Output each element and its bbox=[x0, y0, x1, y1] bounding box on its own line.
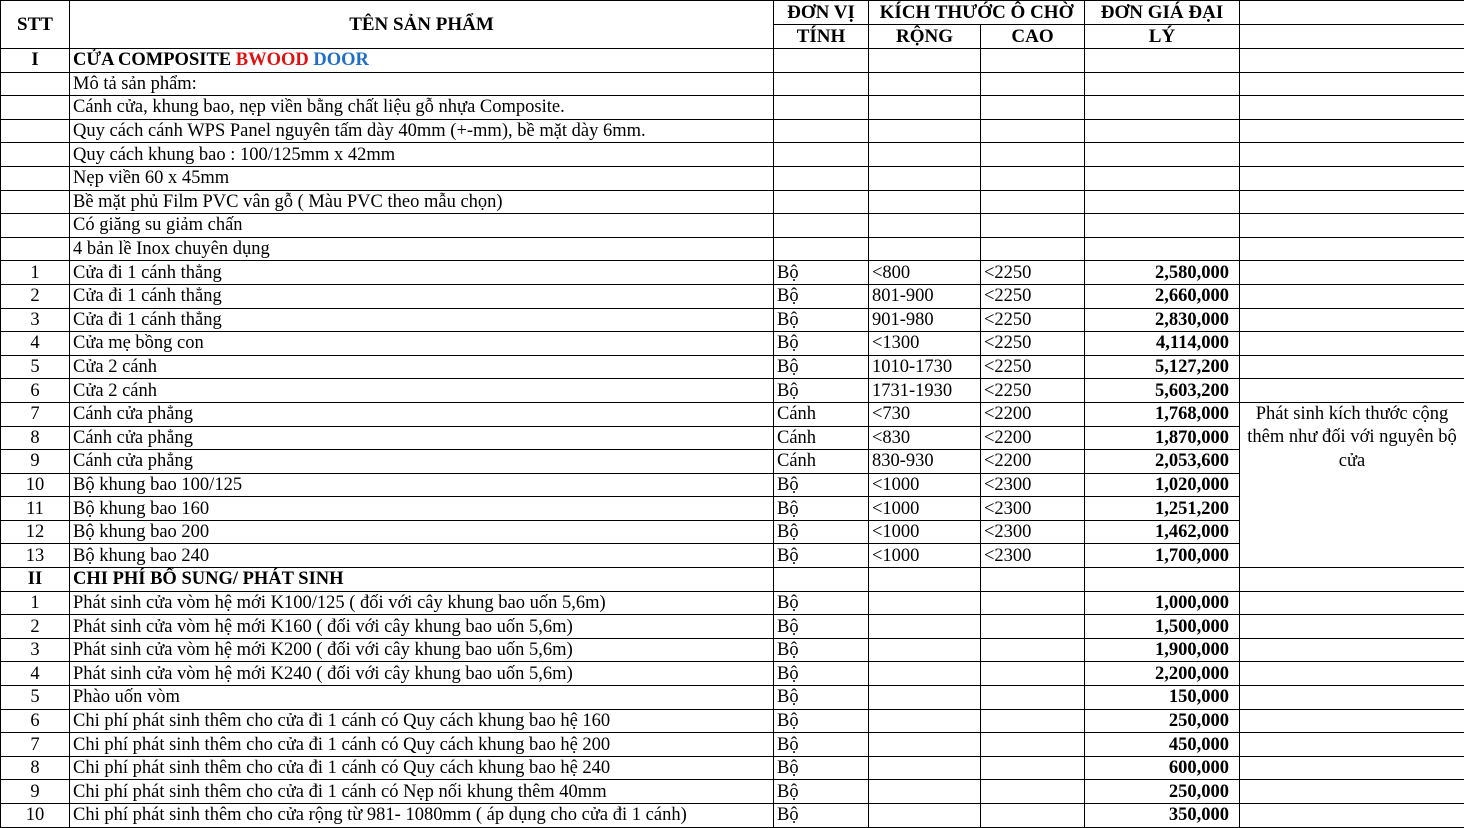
description-row bbox=[1, 143, 1464, 167]
table-row bbox=[1, 638, 1464, 662]
section1-title-brand-red: BWOOD bbox=[235, 50, 309, 71]
row-unit: Bộ bbox=[774, 308, 869, 332]
row-stt: 13 bbox=[1, 544, 70, 568]
row-height bbox=[981, 756, 1085, 780]
section2-title: CHI PHÍ BỔ SUNG/ PHÁT SINH bbox=[70, 568, 774, 592]
row-product-name: Chi phí phát sinh thêm cho cửa đi 1 cánh có Nẹp nối khung thêm 40mm bbox=[70, 780, 774, 804]
empty-cell bbox=[1240, 72, 1464, 96]
row-stt: 4 bbox=[1, 332, 70, 356]
section1-title-brand-blue: DOOR bbox=[313, 50, 369, 71]
row-width: 1731-1930 bbox=[869, 379, 981, 403]
row-price: 600,000 bbox=[1085, 756, 1240, 780]
empty-cell bbox=[981, 166, 1085, 190]
row-stt: 8 bbox=[1, 426, 70, 450]
empty-cell bbox=[869, 143, 981, 167]
row-height: <2250 bbox=[981, 332, 1085, 356]
row-height bbox=[981, 780, 1085, 804]
row-stt: 10 bbox=[1, 804, 70, 828]
row-price: 1,768,000 bbox=[1085, 402, 1240, 426]
row-width: <800 bbox=[869, 261, 981, 285]
empty-cell bbox=[1240, 214, 1464, 238]
row-product-name: Cánh cửa phẳng bbox=[70, 450, 774, 474]
empty-cell bbox=[1, 214, 70, 238]
empty-cell bbox=[1240, 733, 1464, 757]
row-width: <1000 bbox=[869, 473, 981, 497]
row-stt: 1 bbox=[1, 591, 70, 615]
empty-cell bbox=[1240, 261, 1464, 285]
row-product-name: Cửa 2 cánh bbox=[70, 355, 774, 379]
empty-cell bbox=[981, 143, 1085, 167]
empty-cell bbox=[981, 190, 1085, 214]
empty-cell bbox=[1240, 355, 1464, 379]
empty-cell bbox=[981, 237, 1085, 261]
row-stt: 7 bbox=[1, 402, 70, 426]
table-row bbox=[1, 379, 1464, 403]
header-unit-line2: TÍNH bbox=[774, 25, 869, 49]
description-row bbox=[1, 237, 1464, 261]
description-line: 4 bản lề Inox chuyên dụng bbox=[70, 237, 774, 261]
row-unit: Bộ bbox=[774, 756, 869, 780]
empty-cell bbox=[1240, 780, 1464, 804]
table-row bbox=[1, 662, 1464, 686]
empty-cell bbox=[981, 49, 1085, 73]
row-product-name: Phát sinh cửa vòm hệ mới K240 ( đối với cây khung bao uốn 5,6m) bbox=[70, 662, 774, 686]
row-unit: Bộ bbox=[774, 379, 869, 403]
row-height: <2300 bbox=[981, 497, 1085, 521]
row-price: 450,000 bbox=[1085, 733, 1240, 757]
row-stt: 3 bbox=[1, 308, 70, 332]
row-price: 1,700,000 bbox=[1085, 544, 1240, 568]
row-height: <2200 bbox=[981, 402, 1085, 426]
row-stt: 11 bbox=[1, 497, 70, 521]
empty-cell bbox=[1085, 143, 1240, 167]
note-cell: Phát sinh kích thước cộng thêm như đối với nguyên bộ cửa bbox=[1240, 402, 1464, 567]
row-product-name: Chi phí phát sinh thêm cho cửa đi 1 cánh có Quy cách khung bao hệ 240 bbox=[70, 756, 774, 780]
row-unit: Bộ bbox=[774, 638, 869, 662]
row-unit: Bộ bbox=[774, 615, 869, 639]
table-body bbox=[1, 1, 1464, 828]
empty-cell bbox=[981, 96, 1085, 120]
row-height: <2250 bbox=[981, 284, 1085, 308]
row-product-name: Cửa đi 1 cánh thẳng bbox=[70, 284, 774, 308]
row-height bbox=[981, 686, 1085, 710]
empty-cell bbox=[1240, 709, 1464, 733]
row-stt: 6 bbox=[1, 709, 70, 733]
table-row bbox=[1, 591, 1464, 615]
empty-cell bbox=[869, 49, 981, 73]
section1-title-prefix: CỬA COMPOSITE bbox=[73, 50, 232, 71]
row-unit: Bộ bbox=[774, 662, 869, 686]
description-line: Có giăng su giảm chấn bbox=[70, 214, 774, 238]
row-height bbox=[981, 591, 1085, 615]
table-row bbox=[1, 804, 1464, 828]
row-width: <1000 bbox=[869, 544, 981, 568]
row-product-name: Cánh cửa phẳng bbox=[70, 426, 774, 450]
row-product-name: Bộ khung bao 100/125 bbox=[70, 473, 774, 497]
row-price: 1,020,000 bbox=[1085, 473, 1240, 497]
row-unit: Bộ bbox=[774, 780, 869, 804]
row-price: 150,000 bbox=[1085, 686, 1240, 710]
description-line: Mô tả sản phẩm: bbox=[70, 72, 774, 96]
empty-cell bbox=[869, 96, 981, 120]
row-unit: Bộ bbox=[774, 591, 869, 615]
empty-cell bbox=[1, 72, 70, 96]
row-width: <1300 bbox=[869, 332, 981, 356]
header-width: RỘNG bbox=[869, 25, 981, 49]
header-extra-cell bbox=[1240, 25, 1464, 49]
header-price-line1: ĐƠN GIÁ ĐẠI bbox=[1085, 1, 1240, 25]
empty-cell bbox=[1240, 237, 1464, 261]
row-height bbox=[981, 804, 1085, 828]
empty-cell bbox=[869, 568, 981, 592]
row-unit: Bộ bbox=[774, 332, 869, 356]
header-price-line2: LÝ bbox=[1085, 25, 1240, 49]
empty-cell bbox=[1240, 96, 1464, 120]
empty-cell bbox=[774, 96, 869, 120]
empty-cell bbox=[1240, 166, 1464, 190]
row-stt: 9 bbox=[1, 450, 70, 474]
table-row bbox=[1, 780, 1464, 804]
empty-cell bbox=[981, 214, 1085, 238]
row-product-name: Phát sinh cửa vòm hệ mới K200 ( đối với cây khung bao uốn 5,6m) bbox=[70, 638, 774, 662]
row-price: 4,114,000 bbox=[1085, 332, 1240, 356]
row-width: 801-900 bbox=[869, 284, 981, 308]
row-width bbox=[869, 638, 981, 662]
row-product-name: Bộ khung bao 160 bbox=[70, 497, 774, 521]
description-row bbox=[1, 190, 1464, 214]
empty-cell bbox=[1085, 72, 1240, 96]
row-height bbox=[981, 615, 1085, 639]
row-product-name: Phát sinh cửa vòm hệ mới K160 ( đối với cây khung bao uốn 5,6m) bbox=[70, 615, 774, 639]
empty-cell bbox=[1240, 284, 1464, 308]
row-width bbox=[869, 591, 981, 615]
row-width bbox=[869, 686, 981, 710]
table-row bbox=[1, 615, 1464, 639]
row-stt: 3 bbox=[1, 638, 70, 662]
row-price: 5,603,200 bbox=[1085, 379, 1240, 403]
row-stt: 8 bbox=[1, 756, 70, 780]
empty-cell bbox=[1240, 638, 1464, 662]
empty-cell bbox=[1240, 591, 1464, 615]
table-row bbox=[1, 402, 1464, 426]
row-height bbox=[981, 709, 1085, 733]
row-product-name: Bộ khung bao 200 bbox=[70, 520, 774, 544]
empty-cell bbox=[1085, 166, 1240, 190]
row-price: 250,000 bbox=[1085, 709, 1240, 733]
section2-number: II bbox=[1, 568, 70, 592]
row-width: <730 bbox=[869, 402, 981, 426]
row-unit: Bộ bbox=[774, 686, 869, 710]
empty-cell bbox=[774, 214, 869, 238]
row-price: 1,900,000 bbox=[1085, 638, 1240, 662]
row-product-name: Chi phí phát sinh thêm cho cửa đi 1 cánh có Quy cách khung bao hệ 160 bbox=[70, 709, 774, 733]
row-unit: Cánh bbox=[774, 450, 869, 474]
row-height: <2300 bbox=[981, 473, 1085, 497]
section2-title-row bbox=[1, 568, 1464, 592]
row-width: <1000 bbox=[869, 520, 981, 544]
row-width: 1010-1730 bbox=[869, 355, 981, 379]
row-height bbox=[981, 638, 1085, 662]
description-row bbox=[1, 214, 1464, 238]
empty-cell bbox=[1, 119, 70, 143]
row-unit: Bộ bbox=[774, 497, 869, 521]
table-row bbox=[1, 308, 1464, 332]
header-unit-line1: ĐƠN VỊ bbox=[774, 1, 869, 25]
row-width bbox=[869, 709, 981, 733]
row-product-name: Phát sinh cửa vòm hệ mới K100/125 ( đối với cây khung bao uốn 5,6m) bbox=[70, 591, 774, 615]
empty-cell bbox=[1240, 143, 1464, 167]
empty-cell bbox=[1085, 96, 1240, 120]
empty-cell bbox=[1240, 332, 1464, 356]
row-stt: 12 bbox=[1, 520, 70, 544]
empty-cell bbox=[1240, 686, 1464, 710]
row-product-name: Bộ khung bao 240 bbox=[70, 544, 774, 568]
header-extra-cell bbox=[1240, 1, 1464, 25]
empty-cell bbox=[1085, 190, 1240, 214]
empty-cell bbox=[774, 143, 869, 167]
row-price: 2,053,600 bbox=[1085, 450, 1240, 474]
row-product-name: Cửa đi 1 cánh thẳng bbox=[70, 261, 774, 285]
description-line: Nẹp viền 60 x 45mm bbox=[70, 166, 774, 190]
row-unit: Bộ bbox=[774, 804, 869, 828]
row-width: 830-930 bbox=[869, 450, 981, 474]
row-width: <1000 bbox=[869, 497, 981, 521]
empty-cell bbox=[981, 72, 1085, 96]
row-height: <2300 bbox=[981, 520, 1085, 544]
row-stt: 5 bbox=[1, 355, 70, 379]
section1-number: I bbox=[1, 49, 70, 73]
empty-cell bbox=[1240, 379, 1464, 403]
row-unit: Bộ bbox=[774, 709, 869, 733]
row-stt: 4 bbox=[1, 662, 70, 686]
empty-cell bbox=[869, 237, 981, 261]
empty-cell bbox=[774, 190, 869, 214]
description-line: Cánh cửa, khung bao, nẹp viền bằng chất liệu gỗ nhựa Composite. bbox=[70, 96, 774, 120]
empty-cell bbox=[1085, 237, 1240, 261]
row-price: 2,660,000 bbox=[1085, 284, 1240, 308]
table-row bbox=[1, 756, 1464, 780]
row-height: <2250 bbox=[981, 261, 1085, 285]
empty-cell bbox=[774, 166, 869, 190]
table-row bbox=[1, 332, 1464, 356]
empty-cell bbox=[774, 72, 869, 96]
table-row bbox=[1, 709, 1464, 733]
row-price: 2,580,000 bbox=[1085, 261, 1240, 285]
row-height: <2250 bbox=[981, 355, 1085, 379]
row-price: 2,200,000 bbox=[1085, 662, 1240, 686]
row-product-name: Chi phí phát sinh thêm cho cửa rộng từ 981- 1080mm ( áp dụng cho cửa đi 1 cánh) bbox=[70, 804, 774, 828]
empty-cell bbox=[869, 119, 981, 143]
table-row bbox=[1, 261, 1464, 285]
empty-cell bbox=[981, 568, 1085, 592]
row-unit: Bộ bbox=[774, 520, 869, 544]
row-height bbox=[981, 662, 1085, 686]
row-width: <830 bbox=[869, 426, 981, 450]
row-price: 1,000,000 bbox=[1085, 591, 1240, 615]
empty-cell bbox=[1240, 662, 1464, 686]
empty-cell bbox=[1, 96, 70, 120]
row-unit: Bộ bbox=[774, 733, 869, 757]
row-width bbox=[869, 756, 981, 780]
empty-cell bbox=[1, 166, 70, 190]
row-stt: 7 bbox=[1, 733, 70, 757]
row-height: <2200 bbox=[981, 450, 1085, 474]
header-row-1 bbox=[1, 1, 1464, 25]
row-unit: Bộ bbox=[774, 544, 869, 568]
row-price: 2,830,000 bbox=[1085, 308, 1240, 332]
header-product-name: TÊN SẢN PHẨM bbox=[70, 1, 774, 49]
row-height: <2300 bbox=[981, 544, 1085, 568]
row-unit: Cánh bbox=[774, 426, 869, 450]
header-height: CAO bbox=[981, 25, 1085, 49]
section1-title bbox=[70, 49, 774, 73]
empty-cell bbox=[869, 72, 981, 96]
empty-cell bbox=[869, 214, 981, 238]
row-width bbox=[869, 780, 981, 804]
description-row bbox=[1, 119, 1464, 143]
table-row bbox=[1, 355, 1464, 379]
row-stt: 5 bbox=[1, 686, 70, 710]
row-price: 350,000 bbox=[1085, 804, 1240, 828]
row-stt: 10 bbox=[1, 473, 70, 497]
row-unit: Bộ bbox=[774, 284, 869, 308]
header-stt: STT bbox=[1, 1, 70, 49]
row-unit: Bộ bbox=[774, 473, 869, 497]
row-height: <2200 bbox=[981, 426, 1085, 450]
row-price: 250,000 bbox=[1085, 780, 1240, 804]
table-row bbox=[1, 686, 1464, 710]
empty-cell bbox=[774, 49, 869, 73]
empty-cell bbox=[869, 190, 981, 214]
row-price: 1,500,000 bbox=[1085, 615, 1240, 639]
empty-cell bbox=[774, 237, 869, 261]
empty-cell bbox=[774, 568, 869, 592]
row-width bbox=[869, 615, 981, 639]
row-price: 1,870,000 bbox=[1085, 426, 1240, 450]
row-product-name: Chi phí phát sinh thêm cho cửa đi 1 cánh có Quy cách khung bao hệ 200 bbox=[70, 733, 774, 757]
description-row bbox=[1, 72, 1464, 96]
empty-cell bbox=[1240, 119, 1464, 143]
empty-cell bbox=[774, 119, 869, 143]
row-width bbox=[869, 733, 981, 757]
empty-cell bbox=[1085, 49, 1240, 73]
row-stt: 1 bbox=[1, 261, 70, 285]
empty-cell bbox=[1240, 190, 1464, 214]
description-row bbox=[1, 96, 1464, 120]
row-height bbox=[981, 733, 1085, 757]
empty-cell bbox=[1, 143, 70, 167]
row-width bbox=[869, 662, 981, 686]
description-line: Quy cách khung bao : 100/125mm x 42mm bbox=[70, 143, 774, 167]
row-width: 901-980 bbox=[869, 308, 981, 332]
table-row bbox=[1, 733, 1464, 757]
empty-cell bbox=[869, 166, 981, 190]
row-stt: 2 bbox=[1, 284, 70, 308]
row-height: <2250 bbox=[981, 379, 1085, 403]
empty-cell bbox=[1, 237, 70, 261]
row-price: 1,251,200 bbox=[1085, 497, 1240, 521]
empty-cell bbox=[1085, 568, 1240, 592]
empty-cell bbox=[1240, 804, 1464, 828]
row-product-name: Cánh cửa phẳng bbox=[70, 402, 774, 426]
row-unit: Bộ bbox=[774, 261, 869, 285]
empty-cell bbox=[1240, 615, 1464, 639]
empty-cell bbox=[1085, 214, 1240, 238]
empty-cell bbox=[1240, 756, 1464, 780]
empty-cell bbox=[1240, 49, 1464, 73]
row-product-name: Cửa 2 cánh bbox=[70, 379, 774, 403]
empty-cell bbox=[981, 119, 1085, 143]
row-unit: Bộ bbox=[774, 355, 869, 379]
row-stt: 2 bbox=[1, 615, 70, 639]
empty-cell bbox=[1240, 568, 1464, 592]
table-row bbox=[1, 284, 1464, 308]
row-product-name: Cửa đi 1 cánh thẳng bbox=[70, 308, 774, 332]
empty-cell bbox=[1085, 119, 1240, 143]
row-product-name: Cửa mẹ bồng con bbox=[70, 332, 774, 356]
description-line: Quy cách cánh WPS Panel nguyên tấm dày 40mm (+-mm), bề mặt dày 6mm. bbox=[70, 119, 774, 143]
row-product-name: Phào uốn vòm bbox=[70, 686, 774, 710]
empty-cell bbox=[1, 190, 70, 214]
row-price: 1,462,000 bbox=[1085, 520, 1240, 544]
description-line: Bề mặt phủ Film PVC vân gỗ ( Màu PVC theo mẫu chọn) bbox=[70, 190, 774, 214]
header-size-group: KÍCH THƯỚC Ô CHỜ bbox=[869, 1, 1085, 25]
row-stt: 6 bbox=[1, 379, 70, 403]
row-width bbox=[869, 804, 981, 828]
row-price: 5,127,200 bbox=[1085, 355, 1240, 379]
section1-title-row bbox=[1, 49, 1464, 73]
row-height: <2250 bbox=[981, 308, 1085, 332]
description-row bbox=[1, 166, 1464, 190]
empty-cell bbox=[1240, 308, 1464, 332]
row-unit: Cánh bbox=[774, 402, 869, 426]
row-stt: 9 bbox=[1, 780, 70, 804]
